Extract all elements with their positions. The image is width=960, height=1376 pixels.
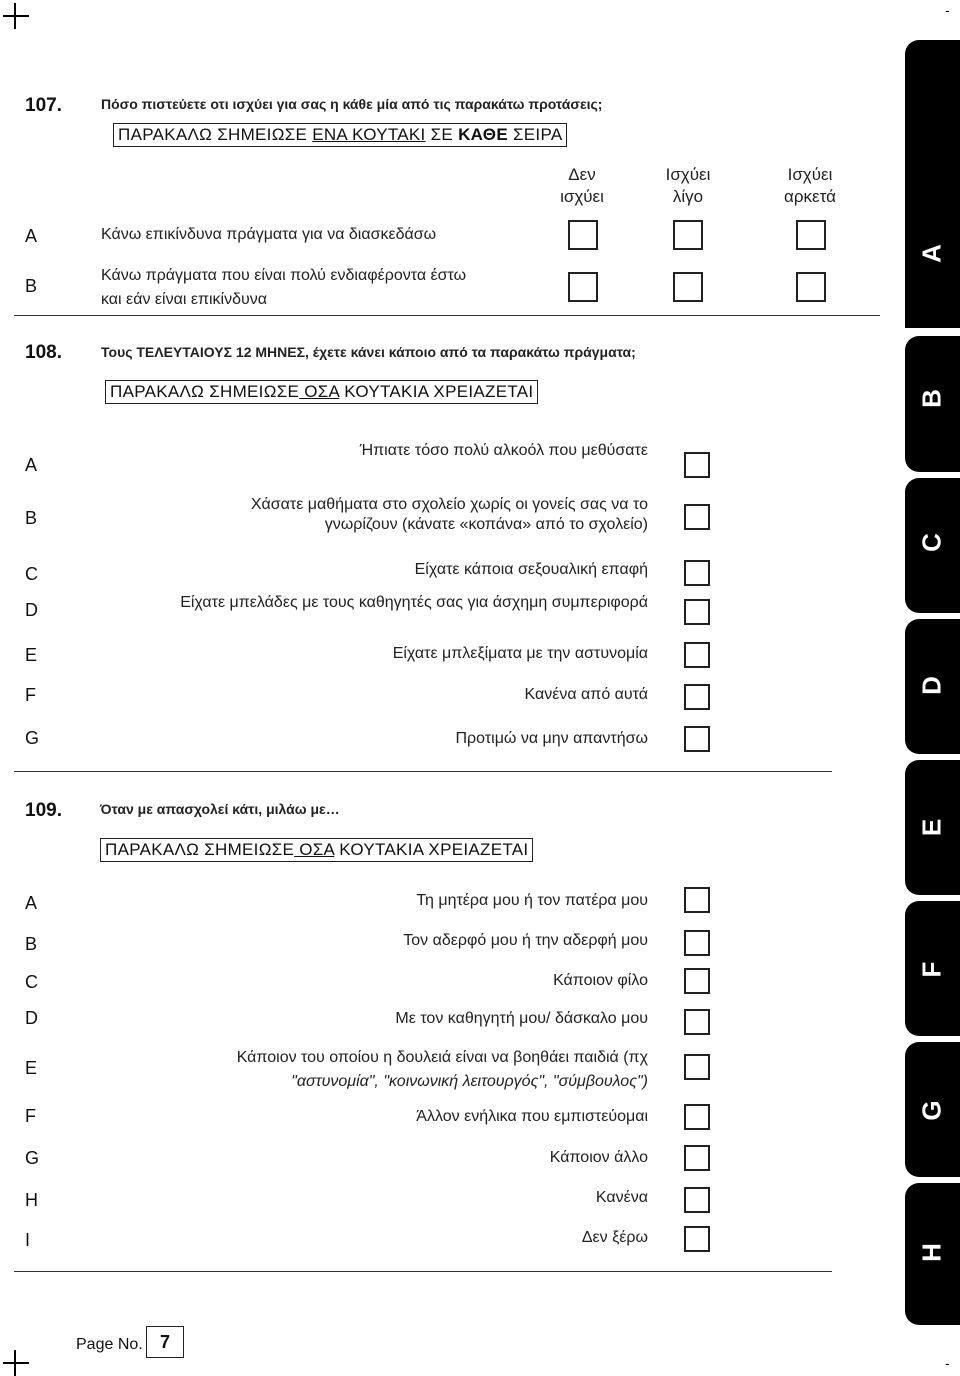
q109-row-letter: H [25,1190,38,1210]
q109-row-text: Κάποιον άλλο [549,1149,648,1166]
side-tab-label: D [916,676,947,695]
q108-row-letter: D [25,600,38,620]
q109-row-text: Κάποιον του οποίου η δουλειά είναι να βοηθάει παιδιά (πχ "αστυνομία", "κοινωνική λειτουργός", "σύμβουλος") [236,1049,648,1090]
side-tab-label: F [916,961,947,978]
q109-row-text: Τον αδερφό μου ή την αδερφή μου [403,932,648,949]
q109-checkbox[interactable] [684,1226,710,1252]
q108-row-text: Είχατε μπλεξίματα με την αστυνομία [392,645,648,662]
q109-number: 109. [25,800,62,821]
q109-row-letter: E [25,1058,38,1078]
q108-row-text: Είχατε κάποια σεξουαλική επαφή [414,561,648,578]
q109-row-letter: F [25,1106,36,1126]
q109-row-letter: I [25,1230,31,1250]
q109-row-text: Τη μητέρα μου ή τον πατέρα μου [416,892,648,909]
q108-row-letter: B [25,508,38,528]
side-tab-label: A [916,244,947,263]
q108-row-text: Χάσατε μαθήματα στο σχολείο χωρίς οι γονείς σας να το γνωρίζουν (κάνατε «κοπάνα» από το σχολείο) [250,496,648,533]
q107-number: 107. [25,95,62,116]
q109-row-letter: B [25,934,38,954]
crop-mark [3,1362,29,1364]
q107-b-checkbox-3[interactable] [796,272,826,302]
q108-row-letter: E [25,645,38,665]
q108-instruction: ΠΑΡΑΚΑΛΩ ΣΗΜΕΙΩΣΕ ΟΣΑ ΚΟΥΤΑΚΙΑ ΧΡΕΙΑΖΕΤΑΙ [105,380,538,404]
q108-question: Τους ΤΕΛΕΥΤΑΙΟΥΣ 12 ΜΗΝΕΣ, έχετε κάνει κάποιο από τα παρακάτω πράγματα; [101,344,636,360]
q108-row-text: Κανένα από αυτά [524,686,648,703]
q108-row-letter: A [25,455,38,475]
q107-a-checkbox-1[interactable] [568,220,598,250]
q108-row-text: Προτιμώ να μην απαντήσω [455,730,648,747]
q108-checkbox[interactable] [684,452,710,478]
q109-checkbox[interactable] [684,887,710,913]
q107-a-checkbox-3[interactable] [796,220,826,250]
q108-row-letter: G [25,728,40,748]
q107-b-checkbox-1[interactable] [568,272,598,302]
q107-b-checkbox-2[interactable] [673,272,703,302]
q109-checkbox[interactable] [684,1187,710,1213]
q109-checkbox[interactable] [684,968,710,994]
q109-checkbox[interactable] [684,1104,710,1130]
q108-checkbox[interactable] [684,684,710,710]
q107-row-letter: A [25,226,38,246]
side-tab [905,40,960,328]
q108-row-letter: F [25,685,36,705]
q107-col-header-2: Ισχύει λίγο [665,165,711,206]
q109-checkbox[interactable] [684,930,710,956]
q107-row-text: Κάνω επικίνδυνα πράγματα για να διασκεδάσω [101,226,437,243]
corner-mark-top: - [945,2,950,18]
crop-mark [3,15,29,17]
q109-checkbox[interactable] [684,1009,710,1035]
q107-row-letter: B [25,276,38,296]
q108-row-text: Ήπιατε τόσο πολύ αλκοόλ που μεθύσατε [359,442,648,459]
q109-row-text: Με τον καθηγητή μου/ δάσκαλο μου [395,1010,648,1027]
q107-row-text: Κάνω πράγματα που είναι πολύ ενδιαφέροντα έστω και εάν είναι επικίνδυνα [101,267,467,308]
page-number-box [146,1326,184,1358]
q109-question: Όταν με απασχολεί κάτι, μιλάω με… [100,801,340,817]
q108-checkbox[interactable] [684,726,710,752]
side-tab-label: G [916,1100,947,1121]
side-tab-label: H [916,1243,947,1262]
page-label: Page No. [76,1336,143,1353]
q109-row-letter: G [25,1148,40,1168]
side-tab-label: B [916,389,947,408]
q109-row-text: Κανένα [595,1189,648,1206]
separator [14,771,832,772]
q107-col-header-3: Ισχύει αρκετά [784,165,836,206]
q108-checkbox[interactable] [684,560,710,586]
q109-checkbox[interactable] [684,1145,710,1171]
side-tab-label: C [916,533,947,552]
q109-row-letter: A [25,893,38,913]
q108-number: 108. [25,342,62,363]
q109-row-text: Κάποιον φίλο [553,972,648,989]
q109-row-text: Άλλον ενήλικα που εμπιστεύομαι [416,1108,648,1125]
q109-row-letter: C [25,972,38,992]
q108-row-text: Είχατε μπελάδες με τους καθηγητές σας για άσχημη συμπεριφορά [180,594,648,611]
q107-col-header-1: Δεν ισχύει [560,165,604,206]
separator [14,315,880,316]
q108-checkbox[interactable] [684,504,710,530]
side-tab-label: E [916,818,947,837]
q108-row-letter: C [25,564,38,584]
q107-a-checkbox-2[interactable] [673,220,703,250]
separator [14,1271,832,1272]
q109-instruction: ΠΑΡΑΚΑΛΩ ΣΗΜΕΙΩΣΕ ΟΣΑ ΚΟΥΤΑΚΙΑ ΧΡΕΙΑΖΕΤΑΙ [100,838,533,862]
q109-row-letter: D [25,1008,38,1028]
q108-checkbox[interactable] [684,599,710,625]
q109-row-text: Δεν ξέρω [581,1229,648,1246]
q107-instruction: ΠΑΡΑΚΑΛΩ ΣΗΜΕΙΩΣΕ ΕΝΑ ΚΟΥΤΑΚΙ ΣΕ ΚΑΘΕ ΣΕΙΡΑ [113,123,567,147]
page-number: 7 [159,1332,170,1352]
q107-question: Πόσο πιστεύετε οτι ισχύει για σας η κάθε μία από τις παρακάτω προτάσεις; [101,96,603,112]
corner-mark-bottom: - [945,1355,950,1371]
q109-checkbox[interactable] [684,1054,710,1080]
q108-checkbox[interactable] [684,642,710,668]
